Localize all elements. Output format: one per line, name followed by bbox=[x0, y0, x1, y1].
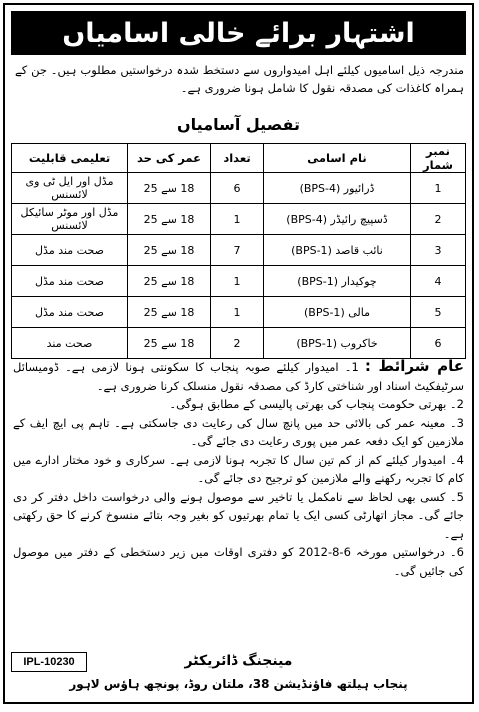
cell-serial: 6 bbox=[411, 328, 466, 359]
cell-age-limit: 18 سے 25 bbox=[128, 297, 211, 328]
cell-qualification: صحت مند مڈل bbox=[12, 266, 128, 297]
header-qualification: تعلیمی قابلیت bbox=[12, 144, 128, 173]
table-row bbox=[12, 173, 466, 204]
cell-serial: 3 bbox=[411, 235, 466, 266]
cell-age-limit: 18 سے 25 bbox=[128, 173, 211, 204]
cell-quantity: 7 bbox=[211, 235, 264, 266]
table-header-row bbox=[12, 144, 466, 173]
table-row bbox=[12, 204, 466, 235]
cell-serial: 5 bbox=[411, 297, 466, 328]
cell-quantity: 2 bbox=[211, 328, 264, 359]
terms-item: 3۔ معینہ عمر کی بالائی حد میں پانچ سال کی رعایت دی جاسکتی ہے۔ تاہم پی ایچ ایف کے ملازمین کو ایک دفعہ عمر میں پوری رعایت دی جائے گی۔ bbox=[13, 415, 464, 448]
table-row bbox=[12, 328, 466, 359]
cell-age-limit: 18 سے 25 bbox=[128, 328, 211, 359]
reference-number: IPL-10230 bbox=[11, 652, 87, 672]
cell-quantity: 6 bbox=[211, 173, 264, 204]
header-age-limit: عمر کی حد bbox=[128, 144, 211, 173]
cell-post-name: چوکیدار (BPS-1) bbox=[264, 266, 411, 297]
cell-serial: 1 bbox=[411, 173, 466, 204]
table-row bbox=[12, 297, 466, 328]
cell-qualification: مڈل اور ایل ٹی وی لائسنس bbox=[12, 173, 128, 204]
cell-quantity: 1 bbox=[211, 266, 264, 297]
terms-item-text: 1۔ امیدوار کیلئے صوبہ پنجاب کا سکونتی ہونا لازمی ہے۔ ڈومیسائل سرٹیفکیٹ اسناد اور شناختی کارڈ کی مصدقہ نقول منسلک کرنا ضروری ہے۔ bbox=[13, 360, 464, 393]
posts-subtitle: تفصیل آسامیاں bbox=[177, 115, 300, 134]
cell-post-name: نائب قاصد (BPS-1) bbox=[264, 235, 411, 266]
cell-qualification: مڈل اور موٹر سائیکل لائسنس bbox=[12, 204, 128, 235]
terms-item bbox=[13, 357, 464, 395]
cell-post-name: مالی (BPS-1) bbox=[264, 297, 411, 328]
table-row bbox=[12, 235, 466, 266]
cell-age-limit: 18 سے 25 bbox=[128, 235, 211, 266]
cell-qualification: صحت مند مڈل bbox=[12, 235, 128, 266]
cell-age-limit: 18 سے 25 bbox=[128, 266, 211, 297]
cell-post-name: ڈرائیور (BPS-4) bbox=[264, 173, 411, 204]
posts-table bbox=[11, 143, 466, 359]
terms-item: 4۔ امیدوار کیلئے کم از کم تین سال کا تجربہ ہونا لازمی ہے۔ سرکاری و خود مختار ادارے میں کام کا تجربہ رکھنے والے ملازمین کو ترجیح دی جائے گی۔ bbox=[13, 452, 464, 485]
ad-title: اشتہار برائے خالی اسامیاں bbox=[11, 11, 466, 55]
terms-item: 6۔ درخواستیں مورخہ 6-8-2012 کو دفتری اوقات میں زیر دستخطی کے دفتر میں موصول کی جائیں گی۔ bbox=[13, 545, 464, 578]
cell-serial: 4 bbox=[411, 266, 466, 297]
terms-item: 5۔ کسی بھی لحاظ سے نامکمل یا تاخیر سے موصول ہونے والی درخواست داخل دفتر کر دی جائے گی۔ مجاز اتھارٹی کسی ایک یا تمام بھرتیوں کو بغیر وجہ بتائے منسوخ کرنے کا حق رکھتی ہے۔ bbox=[13, 489, 464, 541]
table-row bbox=[12, 266, 466, 297]
cell-age-limit: 18 سے 25 bbox=[128, 204, 211, 235]
cell-serial: 2 bbox=[411, 204, 466, 235]
cell-qualification: صحت مند مڈل bbox=[12, 297, 128, 328]
advertisement-page bbox=[3, 3, 474, 704]
header-quantity: تعداد bbox=[211, 144, 264, 173]
cell-qualification: صحت مند bbox=[12, 328, 128, 359]
cell-quantity: 1 bbox=[211, 204, 264, 235]
terms-heading: عام شرائط : bbox=[364, 357, 464, 375]
signatory-title: مینجنگ ڈائریکٹر bbox=[184, 653, 293, 669]
office-address: پنجاب ہیلتھ فاؤنڈیشن 38، ملتان روڈ، پونچھ ہاؤس لاہور bbox=[69, 677, 408, 691]
terms-item: 2۔ بھرتی حکومت پنجاب کی بھرتی پالیسی کے مطابق ہوگی۔ bbox=[169, 397, 464, 411]
intro-text: مندرجہ ذیل اسامیوں کیلئے اہل امیدواروں سے دستخط شدہ درخواستیں مطلوب ہیں۔ جن کے ہمراہ کاغذات کی مصدقہ نقول کا شامل ہونا ضروری ہے۔ bbox=[15, 63, 464, 95]
cell-quantity: 1 bbox=[211, 297, 264, 328]
header-post-name: نام اسامی bbox=[264, 144, 411, 173]
header-serial: نمبر شمار bbox=[411, 144, 466, 173]
cell-post-name: خاکروب (BPS-1) bbox=[264, 328, 411, 359]
general-terms bbox=[13, 357, 464, 580]
cell-post-name: ڈسپیچ رائیڈر (BPS-4) bbox=[264, 204, 411, 235]
